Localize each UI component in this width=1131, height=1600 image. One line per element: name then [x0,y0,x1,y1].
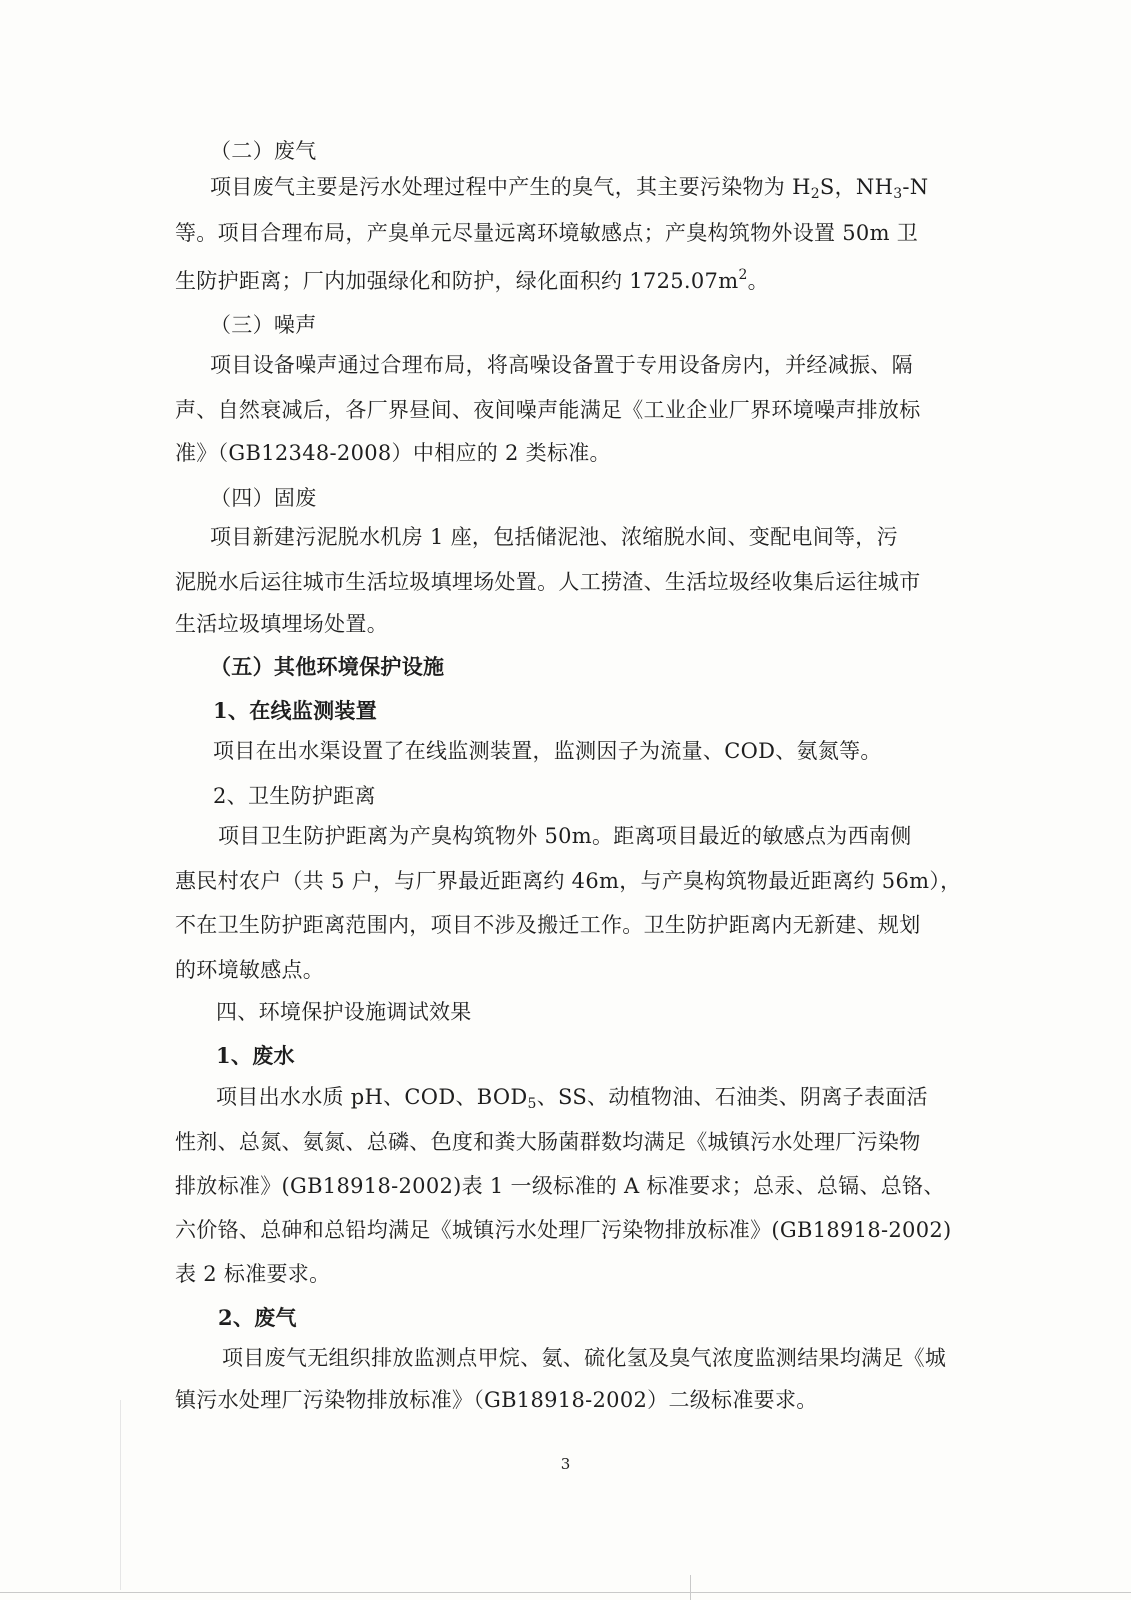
page-number: 3 [560,1455,571,1473]
subsection-heading-exhaust: 2、废气 [218,1305,297,1330]
paragraph-line: 项目新建污泥脱水机房 1 座，包括储泥池、浓缩脱水间、变配电间等，污 [210,525,898,549]
subsection-heading-wastewater: 1、废水 [216,1043,295,1068]
paragraph-line: 项目在出水渠设置了在线监测装置，监测因子为流量、COD、氨氮等。 [213,739,882,763]
paragraph-line: 生防护距离；厂内加强绿化和防护，绿化面积约 $1725.07m^2$。 [175,267,769,293]
paragraph-line: 不在卫生防护距离范围内，项目不涉及搬迁工作。卫生防护距离内无新建、规划 [175,913,921,937]
scan-edge-line [0,1592,1131,1593]
paragraph-line: 镇污水处理厂污染物排放标准》（GB18918-2002）二级标准要求。 [175,1388,818,1412]
paragraph-line: 性剂、总氮、氨氮、总磷、色度和粪大肠菌群数均满足《城镇污水处理厂污染物 [175,1130,921,1154]
chapter-heading-results: 四、环境保护设施调试效果 [216,1000,472,1024]
paragraph-line: 表 2 标准要求。 [175,1262,331,1286]
paragraph-line: 生活垃圾填埋场处置。 [175,612,388,636]
paragraph-line: 泥脱水后运往城市生活垃圾填埋场处置。人工捞渣、生活垃圾经收集后运往城市 [175,570,921,594]
paragraph-line: 的环境敏感点。 [175,958,325,982]
paragraph-line: 项目设备噪声通过合理布局，将高噪设备置于专用设备房内，并经减振、隔 [210,353,913,377]
paragraph-line: 项目废气无组织排放监测点甲烷、氨、硫化氢及臭气浓度监测结果均满足《城 [222,1346,947,1370]
section-heading-noise: （三）噪声 [210,313,317,337]
paragraph-line: 准》（GB12348-2008）中相应的 2 类标准。 [175,441,611,465]
scan-fold-mark [690,1575,691,1600]
paragraph-line: 项目卫生防护距离为产臭构筑物外 50m。距离项目最近的敏感点为西南侧 [218,824,912,848]
section-heading-other: （五）其他环境保护设施 [210,654,445,679]
paragraph-line: 项目出水水质 pH、COD、$BOD_5$、SS、动植物油、石油类、阴离子表面活 [216,1085,928,1112]
scan-margin-shadow [120,1400,121,1590]
subsection-heading-online-monitoring: 1、在线监测装置 [213,698,378,723]
paragraph-line: 惠民村农户（共 5 户，与厂界最近距离约 46m，与产臭构筑物最近距离约 56m）， [175,869,962,893]
section-heading-solid-waste: （四）固废 [210,486,317,510]
paragraph-line: 项目废气主要是污水处理过程中产生的臭气，其主要污染物为 $H_2S$，$NH_3-N$ [210,175,929,202]
paragraph-line: 等。项目合理布局，产臭单元尽量远离环境敏感点；产臭构筑物外设置 50m 卫 [175,221,919,245]
subsection-heading-health-distance: 2、卫生防护距离 [213,784,376,808]
section-heading-air: （二）废气 [210,139,317,163]
paragraph-line: 排放标准》(GB18918-2002)表 1 一级标准的 A 标准要求；总汞、总镉、总铬、 [175,1174,945,1198]
paragraph-line: 六价铬、总砷和总铅均满足《城镇污水处理厂污染物排放标准》(GB18918-2002) [175,1218,952,1242]
paragraph-line: 声、自然衰减后，各厂界昼间、夜间噪声能满足《工业企业厂界环境噪声排放标 [175,398,921,422]
